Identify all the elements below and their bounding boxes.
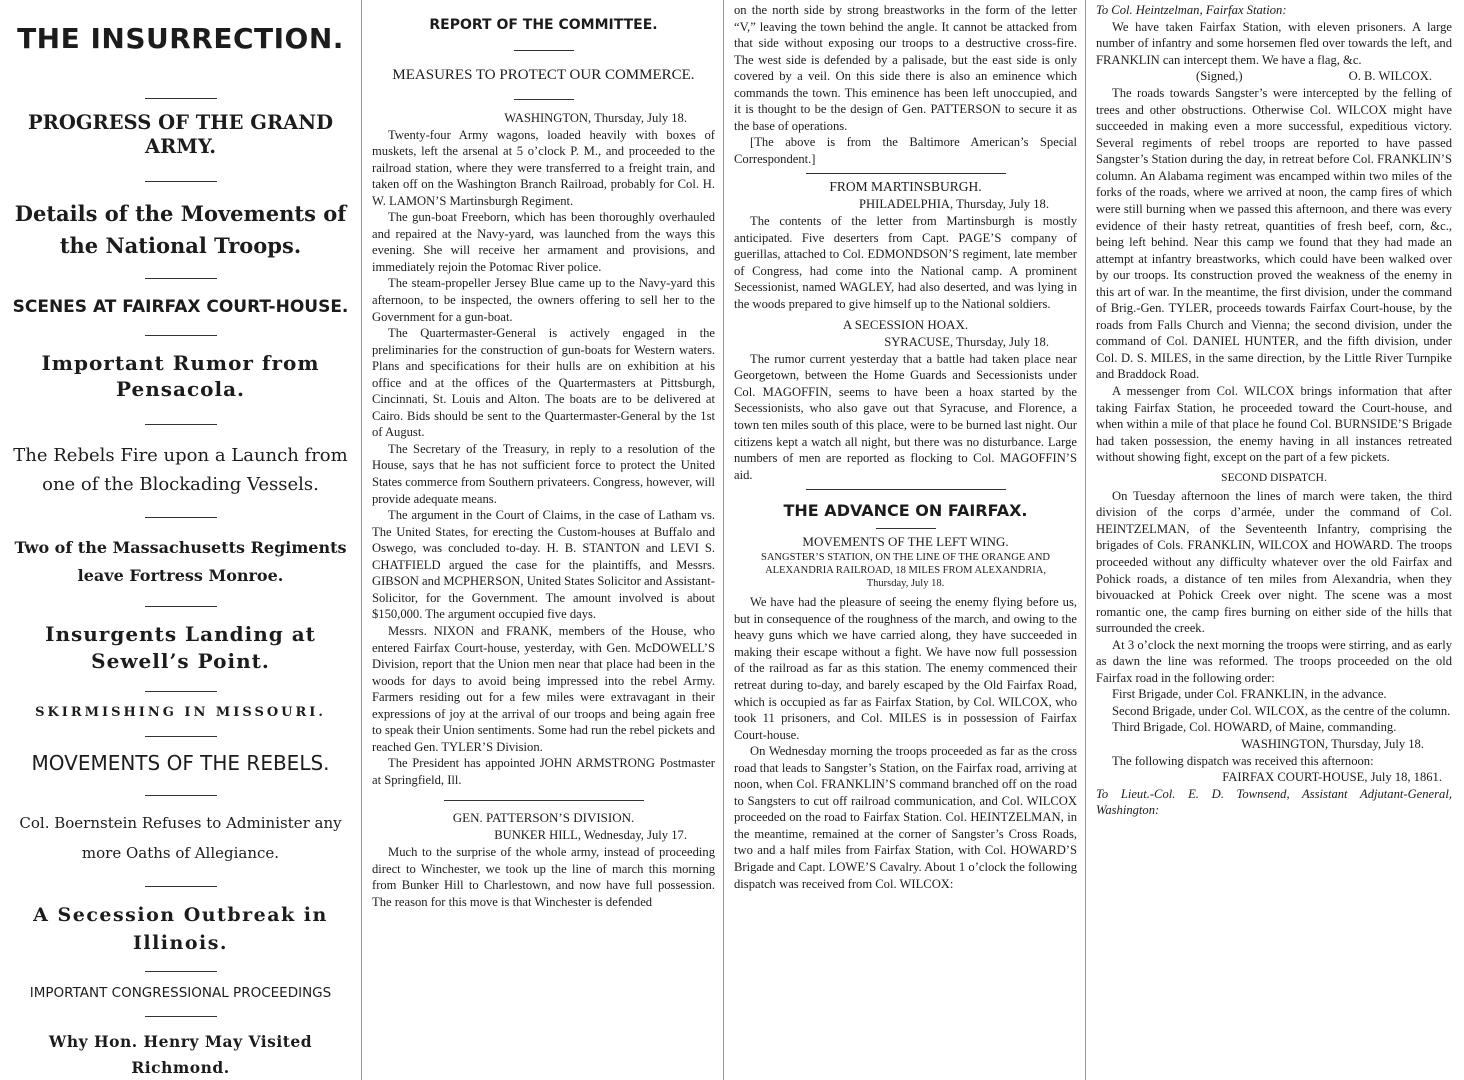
column-dispatches <box>1086 0 1464 1080</box>
headline-movements-national-troops: Details of the Movements of the National Troops. <box>14 201 347 258</box>
headline-rule <box>145 1016 217 1017</box>
patterson-division-title: GEN. PATTERSON’S DIVISION. <box>452 810 635 826</box>
syracuse-dateline: SYRACUSE, Thursday, July 18. <box>884 335 1049 350</box>
column-committee-report <box>362 0 724 1080</box>
article-paragraph: The steam-propeller Jersey Blue came up to the Navy-yard this afternoon, to be inspected, the owners offering to sell her to the Government for a gun-boat. <box>372 276 715 324</box>
washington-dateline: WASHINGTON, Thursday, July 18. <box>504 111 687 125</box>
article-paragraph: A messenger from Col. WILCOX brings information that after taking Fairfax Station, he proceeded toward the Court-house, and when within a mile of that place he found Col. BURNSIDE’S Brigade had taken possession, the enemy having in all instances retreated without showing fight, except on the part of a few pickets. <box>1096 384 1452 465</box>
article-paragraph: on the north side by strong breastworks in the form of the letter “V,” leaving the town behind the angle. It cannot be attacked from that side without exposing our troops to a destructive cross-fire. The west side is defended by a palisade, but the east side is only covered by a veil. On this side there is also an eminence which commands the town. This eminence has been left unoccupied, and it is thought to be the design of Gen. PATTERSON to secure it as the base of operations. <box>734 3 1077 133</box>
fairfax-dateline: FAIRFAX COURT-HOUSE, July 18, 1861. <box>1222 770 1442 785</box>
dispatch-recipient: To Col. Heintzelman, Fairfax Station: <box>1096 3 1287 17</box>
article-paragraph: We have had the pleasure of seeing the enemy flying before us, but in consequence of the roughness of the march, and owing to the heavy guns which we have carried along, they have succeeded in making their escape without a fight. We have now full possession of the railroad as far as this station. The enemy commenced their retreat during to-day, and barely escaped by the Old Fairfax Road, which is occupied as far as Fairfax Station, by Col. WILCOX, who took 11 prisoners, and Col. MILES is in possession of Fairfax Court-house. <box>734 595 1077 742</box>
headline-sewells-point: Insurgents Landing at Sewell’s Point. <box>45 622 316 673</box>
article-paragraph: The following dispatch was received this afternoon: <box>1112 753 1374 768</box>
section-rule <box>514 50 574 51</box>
secession-hoax-title: A SECESSION HOAX. <box>842 317 969 333</box>
headline-rule <box>145 517 217 518</box>
final-recipient: To Lieut.-Col. E. D. Townsend, Assistant Adjutant-General, Washington: <box>1096 786 1452 818</box>
column-martinsburgh-fairfax <box>724 0 1086 1080</box>
philadelphia-dateline: PHILADELPHIA, Thursday, July 18. <box>859 197 1049 212</box>
second-dispatch-heading: SECOND DISPATCH. <box>1221 471 1327 484</box>
committee-report-title: REPORT OF THE COMMITTEE. <box>429 17 658 33</box>
headline-insurrection: THE INSURRECTION. <box>17 22 344 55</box>
article-paragraph: The President has appointed JOHN ARMSTRONG Postmaster at Springfield, Ill. <box>372 756 715 787</box>
headline-rule <box>145 424 217 425</box>
headline-rule <box>145 736 217 737</box>
headline-fairfax-scenes: SCENES AT FAIRFAX COURT-HOUSE. <box>12 297 349 317</box>
order-item: First Brigade, under Col. FRANKLIN, in the advance. <box>1112 687 1387 702</box>
section-rule <box>514 99 574 100</box>
article-paragraph: The contents of the letter from Martinsburgh is mostly anticipated. Five deserters from Capt. PAGE’S company of guerillas, attached to Col. EDMONDSON’S regiment, late member of Congress, had come into the National camp. A prominent Secessionist, named WAGLEY, had also deserted, and was lying in the woods prepared to give himself up to the National soldiers. <box>734 214 1077 311</box>
headline-rule <box>145 971 217 972</box>
article-paragraph: At 3 o’clock the next morning the troops were stirring, and as early as dawn the line was reformed. The troops proceeded on the old Fairfax road in the following order: <box>1096 637 1452 685</box>
headline-massachusetts-regiments: Two of the Massachusetts Regiments leave Fortress Monroe. <box>14 538 347 585</box>
order-item: Third Brigade, Col. HOWARD, of Maine, commanding. <box>1112 720 1397 735</box>
article-paragraph: The gun-boat Freeborn, which has been thoroughly overhauled and repaired at the Navy-yard, was launched from the ways this evening. She will receive her armament and provisions, and immediately rejoin the Potomac River police. <box>372 210 715 274</box>
headline-rebels-fire-launch: The Rebels Fire upon a Launch from one of the Blockading Vessels. <box>13 445 348 495</box>
headline-rule <box>145 606 217 607</box>
section-rule <box>876 528 936 529</box>
dispatch-signed-label: (Signed,) <box>1196 69 1243 84</box>
section-rule <box>806 489 1006 490</box>
order-item: Second Brigade, under Col. WILCOX, as the centre of the column. <box>1112 703 1451 718</box>
headline-rebel-movements: MOVEMENTS OF THE REBELS. <box>31 751 330 775</box>
headline-grand-army: PROGRESS OF THE GRAND ARMY. <box>27 111 334 158</box>
article-paragraph: On Wednesday morning the troops proceeded as far as the cross road that leads to Sangster’s Station, on the Fairfax road, arriving at noon, when Col. FRANKLIN’S command branched off on the road to Sangsters to cut off railroad communication, and Col. WILCOX proceeded on the road to Fairfax Station. Col. HEINTZELMAN, in the meantime, remained at the corner of Sangster’s Cross Roads, two and a half miles from Fairfax Station, with Col. HOWARD’S Brigade and Capt. LOWE’S Cavalry. About 1 o’clock the following dispatch was received from Col. WILCOX: <box>734 744 1077 891</box>
protect-commerce-subtitle: MEASURES TO PROTECT OUR COMMERCE. <box>392 67 695 83</box>
article-paragraph: The roads towards Sangster’s were intercepted by the felling of trees and other obstructions. Otherwise Col. WILCOX might have succeeded in making even a more successful, expeditious victory. Several regiments of rebel troops are reported to have passed Sangster’s Station during the day, in retreat before Col. FRANKLIN’S column. An Alabama regiment was encamped within two miles of the forks of the roads, where we arrived at noon, the camp fires of which were still burning when we passed this afternoon, and there was every evidence of their hasty retreat, quantities of fresh beef, corn, &c., being left behind. Near this camp we found that they had made an attempt at infantry breastworks, which could have been walked over by our troops. Its construction proved the weakness of the enemy in this art of war. In the meantime, the first division, under the command of Brig.-Gen. TYLER, proceeds towards Fairfax Court-house, by the roads from Falls Church and Vienna; the second division, under the command of Col. DANIEL HUNTER, and the fifth division, under Col. D. S. MILES, in the same direction, by the Little River Turnpike and Braddock Road. <box>1096 86 1452 382</box>
headline-rule <box>145 335 217 336</box>
headline-rule <box>145 278 217 279</box>
section-rule <box>444 800 644 801</box>
martinsburgh-title: FROM MARTINSBURGH. <box>829 179 982 195</box>
sangsters-dateline: SANGSTER’S STATION, ON THE LINE OF THE ORANGE AND ALEXANDRIA RAILROAD, 18 MILES FROM ALEXANDRIA, Thursday, July 18. <box>761 552 1050 590</box>
left-wing-subtitle: MOVEMENTS OF THE LEFT WING. <box>802 534 1009 550</box>
article-paragraph: The Secretary of the Treasury, in reply to a resolution of the House, says that he has not sufficient force to protect the United States commerce from Southern privateers. Congress, however, will provide adequate means. <box>372 441 715 506</box>
article-paragraph: Messrs. NIXON and FRANK, members of the House, who entered Fairfax Court-house, yesterday, with Gen. McDOWELL’S Division, report that the Union men near that place had been in the woods for days to avoid being impressed into the rebel Army. Farmers residing out for a few miles were extravagant in their expressions of joy at the arrival of our troops and being again free to speak their Union sentiments. Some had run the rebel pickets and reached Gen. TYLER’S Division. <box>372 623 715 754</box>
headline-rule <box>145 98 217 99</box>
section-rule <box>806 173 1006 174</box>
headline-rule <box>145 886 217 887</box>
dispatch-signer: O. B. WILCOX. <box>1348 69 1432 84</box>
headline-secession-illinois: A Secession Outbreak in Illinois. <box>33 904 328 954</box>
headline-rule <box>145 691 217 692</box>
dispatch-text: We have taken Fairfax Station, with eleven prisoners. A large number of infantry and some horsemen fled over towards the left, and FRANKLIN can intercept them. We have a flag, &c. <box>1096 19 1452 67</box>
headline-boernstein-oaths: Col. Boernstein Refuses to Administer any more Oaths of Allegiance. <box>19 814 342 862</box>
article-paragraph: Much to the surprise of the whole army, instead of proceeding direct to Winchester, we took up the line of march this morning from Bunker Hill to Charlestown, and now have full possession. The reason for this move is that Winchester is defended <box>372 844 715 909</box>
article-paragraph: The argument in the Court of Claims, in the case of Latham vs. The United States, for erecting the Custom-houses at Buffalo and Oswego, was concluded to-day. H. B. STANTON and LEVI S. CHATFIELD argued the case for the plaintiffs, and Messrs. GIBSON and MCPHERSON, United States Solicitor and Assistant-Solicitor, for the Government. The amount involved is about $150,000. The argument occupied five days. <box>372 508 715 622</box>
article-paragraph: Twenty-four Army wagons, loaded heavily with boxes of muskets, left the arsenal at 5 o’clock P. M., and proceeded to the railroad station, where they were transferred to a freight train, and taken off on the Washington Branch Railroad, probably for Col. H. W. LAMON’S Martinsburgh Regiment. <box>372 127 715 208</box>
headline-congressional-proceedings: IMPORTANT CONGRESSIONAL PROCEEDINGS <box>29 985 332 1001</box>
headline-rule <box>145 181 217 182</box>
article-paragraph: The rumor current yesterday that a battle had taken place near Georgetown, between the Home Guards and Secessionists under Col. MAGOFFIN, seems to have been a hoax started by the Secessionists, who also gave out that Syracuse, and Florence, a town ten miles south of this place, were to be burned last night. Our citizens kept a watch all night, but there was no disturbance. Large numbers of men are reported as flocking to Col. MAGOFFIN’S aid. <box>734 351 1077 482</box>
headline-henry-may: Why Hon. Henry May Visited Richmond. <box>48 1032 313 1077</box>
headline-skirmishing-missouri: SKIRMISHING IN MISSOURI. <box>35 705 326 720</box>
advance-fairfax-title: THE ADVANCE ON FAIRFAX. <box>783 501 1028 521</box>
headline-rule <box>145 795 217 796</box>
article-paragraph: [The above is from the Baltimore American’s Special Correspondent.] <box>734 135 1077 166</box>
article-paragraph: The Quartermaster-General is actively engaged in the preliminaries for the construction of gun-boats for Western waters. Plans and specifications for their hulls are on exhibition at his office and at the offices of the Quartermasters at Pittsburgh, Cincinnati, St. Louis and Alton. The boats are to be delivered at Cairo. Bids should be sent to the Quartermaster-General by the 1st of August. <box>372 326 715 440</box>
article-paragraph: On Tuesday afternoon the lines of march were taken, the third division of the corps d’armée, under the command of Col. HEINTZELMAN, of the Seventeenth Infantry, comprising the brigades of Cols. FRANKLIN, WILCOX and HOWARD. The troops proceeded without any difficulty whatever over the old Fairfax and Pohick roads, a distance of ten miles from Alexandria, when they bivouacked at Pohick Creek over night. The scene was a most romantic one, the camp fires burning on either side of the hills that surrounded the creek. <box>1096 488 1452 636</box>
headline-pensacola-rumor: Important Rumor from Pensacola. <box>41 351 320 401</box>
column-headlines <box>0 0 362 1080</box>
dispatch-signature <box>1096 68 1452 85</box>
bunker-hill-dateline: BUNKER HILL, Wednesday, July 17. <box>494 828 687 843</box>
washington-dateline: WASHINGTON, Thursday, July 18. <box>1241 736 1424 751</box>
